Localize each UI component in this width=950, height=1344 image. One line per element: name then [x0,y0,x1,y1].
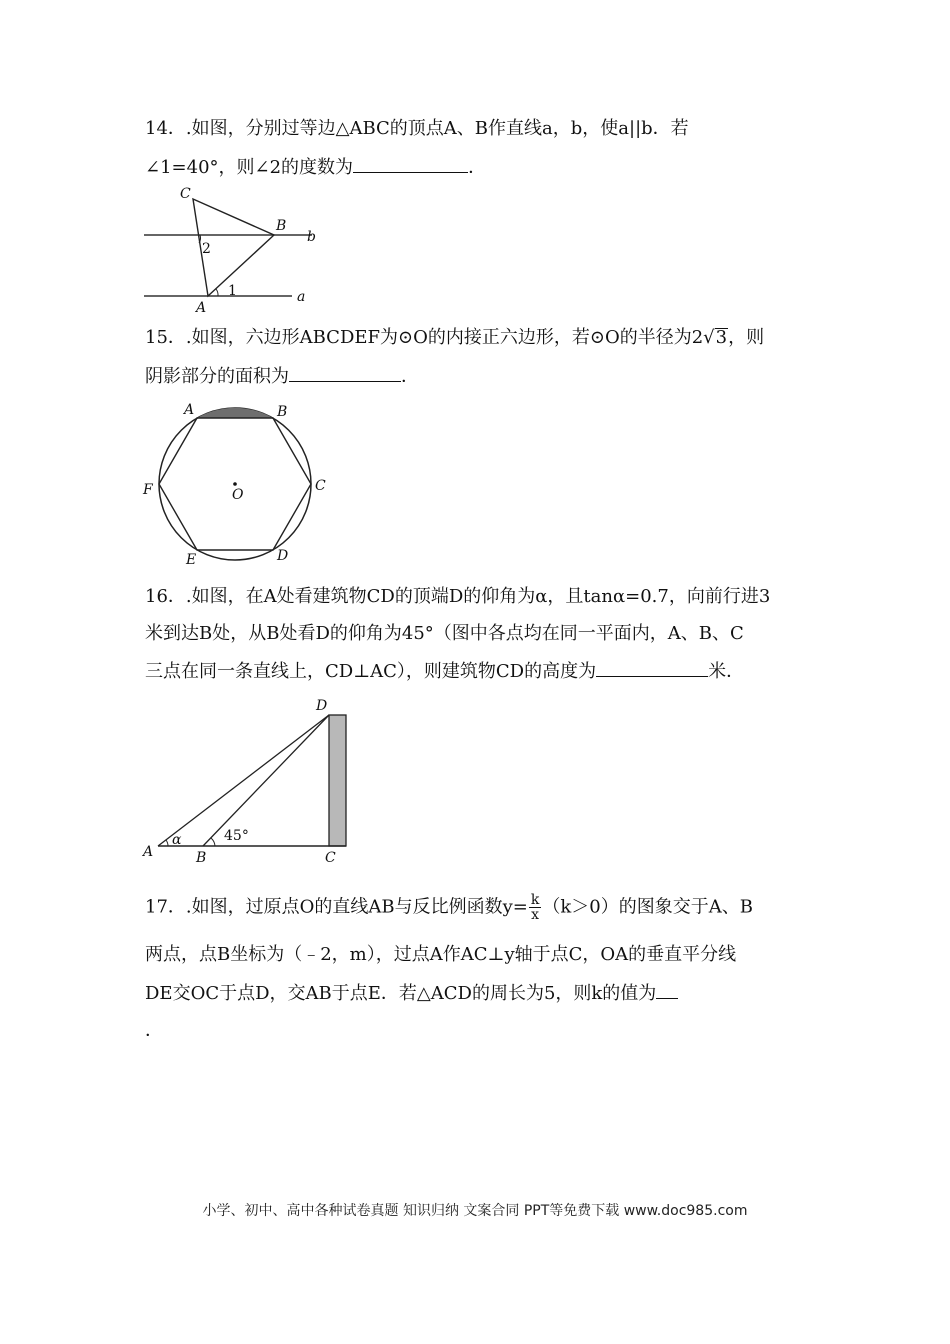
sqrt-radicand: 3 [715,327,728,348]
label-angle-1: 1 [228,283,237,299]
label-b: B [196,850,207,866]
label-a: A [184,402,195,418]
q15-line1-end: ，则 [728,327,765,348]
q17-line2: 两点，点B坐标为（﹣2，m），过点A作AC⊥y轴于点C，OA的垂直平分线 [145,944,737,965]
label-a-vertex: A [196,300,207,314]
label-d: D [277,548,289,564]
q15-line2 [145,363,419,390]
label-b: B [277,404,288,420]
label-a: A [143,844,154,860]
sightline-ad [158,715,329,846]
q17-line1-text: 17．.如图，过原点O的直线AB与反比例函数y= [145,896,528,918]
q17-line3 [145,980,678,1007]
label-angle-2: 2 [202,241,211,257]
q16-line1: 16．.如图，在A处看建筑物CD的顶端D的仰角为α，且tanα=0.7，向前行进3 [145,586,771,607]
label-c: C [325,850,336,866]
q16-answer-blank [596,658,708,677]
fraction-denominator: x [531,907,540,923]
q16-figure [140,694,360,870]
q15-line1 [145,325,764,351]
q14-line2-end: ． [468,157,487,178]
q16-line2: 米到达B处，从B处看D的仰角为45°（图中各点均在同一平面内，A、B、C [145,623,744,644]
q15-line2-text: 阴影部分的面积为 [145,366,289,387]
label-b-vertex: B [276,218,287,234]
q14-line2-text: ∠1=40°，则∠2的度数为 [145,157,354,178]
q17-line1-end: （k＞0）的图象交于A、B [542,896,753,918]
label-b-line: b [307,229,316,245]
angle-1-arc [216,289,218,296]
label-e: E [186,552,197,568]
label-d: D [316,698,328,714]
label-f: F [143,482,153,498]
q15-answer-blank [289,363,401,382]
q14-figure [140,184,340,314]
q17-answer-blank [656,980,678,999]
q16-line3-end: 米． [708,661,745,682]
label-o: O [232,487,244,503]
q17-line4: ． [145,1020,163,1041]
label-alpha: α [172,832,182,848]
q14-answer-blank [353,154,468,173]
angle-alpha-arc [166,840,168,846]
fraction-numerator: k [530,892,540,908]
shaded-segment [197,408,273,418]
q14-line1: 14．.如图，分别过等边△ABC的顶点A、B作直线a，b，使a||b．若 [145,118,689,139]
label-c: C [180,186,191,202]
sqrt-sign: √ [703,327,715,348]
q15-line2-end: ． [401,366,419,387]
label-a-line: a [297,289,306,305]
q15-line1-text: 15．.如图，六边形ABCDEF为⊙O的内接正六边形，若⊙O的半径为2 [145,327,704,348]
q17-line1 [145,893,753,922]
sightline-bd [203,715,329,846]
q17-line3-text: DE交OC于点D，交AB于点E．若△ACD的周长为5，则k的值为 [145,983,657,1004]
q14-line2 [145,154,486,181]
q16-line3 [145,658,744,685]
building-cd [329,715,346,846]
q16-line3-text: 三点在同一条直线上，CD⊥AC），则建筑物CD的高度为 [145,661,597,682]
page-footer: 小学、初中、高中各种试卷真题 知识归纳 文案合同 PPT等免费下载 www.doc985.com [202,1203,748,1219]
fraction-k-over-x [529,893,541,922]
angle-45-arc [211,838,215,846]
label-45-degrees: 45° [224,828,249,844]
label-c: C [315,478,326,494]
q15-figure [140,398,340,570]
center-point-o [233,482,237,486]
